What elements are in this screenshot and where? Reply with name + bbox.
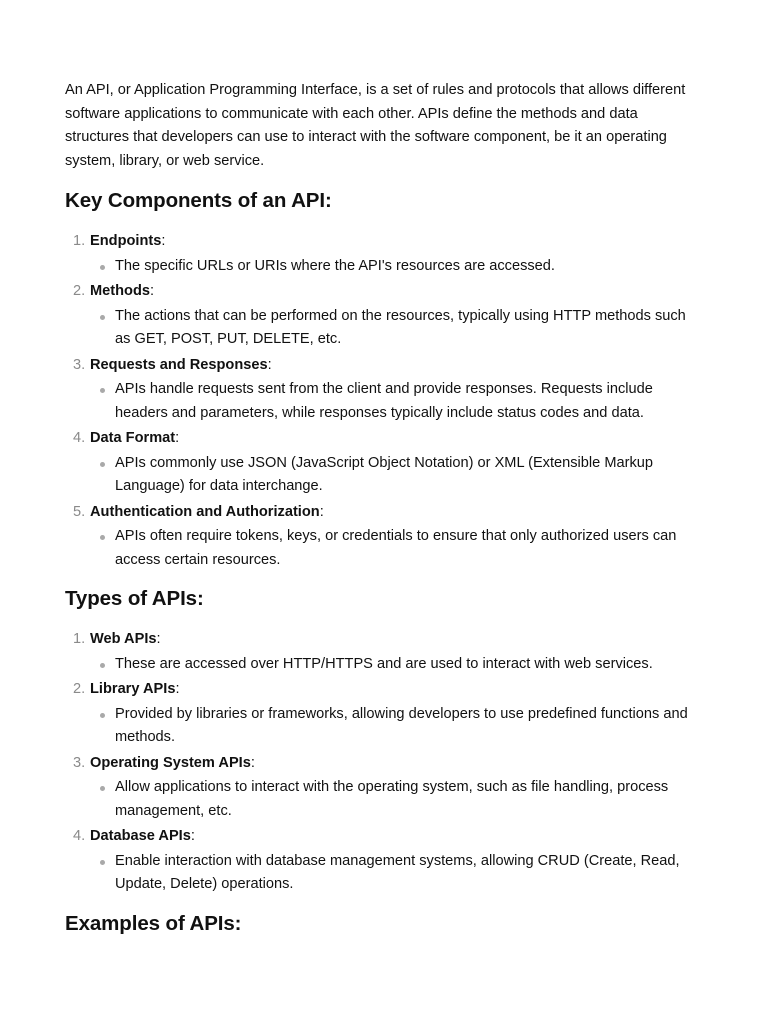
item-detail: Allow applications to interact with the operating system, such as file handling, process management, etc. [115, 779, 669, 819]
numbered-list [65, 230, 704, 572]
item-detail: APIs often require tokens, keys, or credentials to ensure that only authorized users can access certain resources. [115, 528, 677, 568]
item-colon: : [250, 754, 255, 771]
bullet-list [90, 703, 704, 750]
list-number: 1. [73, 631, 86, 647]
bullet-list [90, 378, 704, 425]
item-term: Requests and Responses [90, 356, 268, 373]
list-item [65, 230, 704, 278]
section-heading: Examples of APIs: [65, 911, 242, 935]
bullet-dot-icon [100, 860, 105, 865]
item-colon: : [150, 283, 155, 299]
item-detail: APIs handle requests sent from the client and provide responses. Requests include headers and parameters, while responses typically include status codes and data. [115, 381, 653, 421]
list-item [65, 427, 704, 499]
bullet-item [90, 255, 704, 279]
bullet-dot-icon [100, 713, 105, 718]
list-item [65, 280, 704, 352]
item-colon: : [319, 503, 324, 520]
bullet-item [90, 776, 704, 823]
item-detail: These are accessed over HTTP/HTTPS and are used to interact with web services. [115, 655, 653, 672]
item-term: Database APIs [90, 828, 191, 844]
item-term: Operating System APIs [90, 754, 251, 771]
bullet-dot-icon [100, 265, 105, 270]
intro-paragraph: An API, or Application Programming Interface, is a set of rules and protocols that allows different software applications to communicate with each other. APIs define the methods and data structures that developers can use to interact with the software component, be it an operating system, library, or web service. [65, 82, 686, 169]
list-item [65, 825, 704, 897]
bullet-list [90, 653, 704, 677]
item-term: Web APIs [90, 631, 157, 647]
item-colon: : [161, 233, 166, 249]
item-colon: : [175, 681, 180, 697]
list-number: 4. [73, 828, 86, 844]
item-term: Methods [90, 283, 150, 299]
bullet-list [90, 452, 704, 499]
list-number: 1. [73, 233, 86, 249]
bullet-dot-icon [100, 388, 105, 393]
bullet-dot-icon [100, 663, 105, 668]
bullet-list [90, 305, 704, 352]
bullet-item [90, 703, 704, 750]
bullet-item [90, 305, 704, 352]
list-number: 5. [73, 503, 86, 520]
item-term: Data Format [90, 430, 176, 446]
list-number: 2. [73, 681, 86, 697]
bullet-list [90, 525, 704, 572]
bullet-dot-icon [100, 535, 105, 540]
list-item [65, 354, 704, 426]
item-colon: : [156, 631, 161, 647]
bullet-item [90, 378, 704, 425]
item-term: Endpoints [90, 233, 162, 249]
item-colon: : [175, 430, 180, 446]
item-detail: The actions that can be performed on the resources, typically using HTTP methods such as GET, POST, PUT, DELETE, etc. [115, 307, 686, 347]
item-term: Authentication and Authorization [90, 503, 320, 520]
section-heading: Types of APIs: [65, 587, 204, 610]
bullet-item [90, 850, 704, 897]
list-item [65, 678, 704, 750]
bullet-item [90, 452, 704, 499]
item-colon: : [267, 356, 272, 373]
bullet-item [90, 653, 704, 677]
section-types-of-apis [65, 584, 704, 897]
section-key-components [65, 186, 704, 572]
section-examples-of-apis [65, 909, 704, 939]
list-item [65, 501, 704, 573]
list-item [65, 752, 704, 824]
list-item [65, 628, 704, 676]
list-number: 3. [73, 754, 86, 771]
list-number: 3. [73, 356, 86, 373]
section-heading: Key Components of an API: [65, 189, 332, 212]
item-detail: The specific URLs or URIs where the API's resources are accessed. [115, 257, 555, 274]
item-colon: : [190, 828, 195, 844]
bullet-dot-icon [100, 462, 105, 467]
numbered-list [65, 628, 704, 897]
item-term: Library APIs [90, 681, 176, 697]
bullet-dot-icon [100, 786, 105, 791]
list-number: 2. [73, 283, 86, 299]
item-detail: APIs commonly use JSON (JavaScript Object Notation) or XML (Extensible Markup Language) for data interchange. [115, 454, 653, 494]
item-detail: Provided by libraries or frameworks, allowing developers to use predefined functions and methods. [115, 705, 688, 745]
bullet-list [90, 776, 704, 823]
bullet-list [90, 850, 704, 897]
bullet-list [90, 255, 704, 279]
item-detail: Enable interaction with database management systems, allowing CRUD (Create, Read, Update, Delete) operations. [115, 852, 680, 892]
list-number: 4. [73, 430, 86, 446]
bullet-dot-icon [100, 315, 105, 320]
bullet-item [90, 525, 704, 572]
